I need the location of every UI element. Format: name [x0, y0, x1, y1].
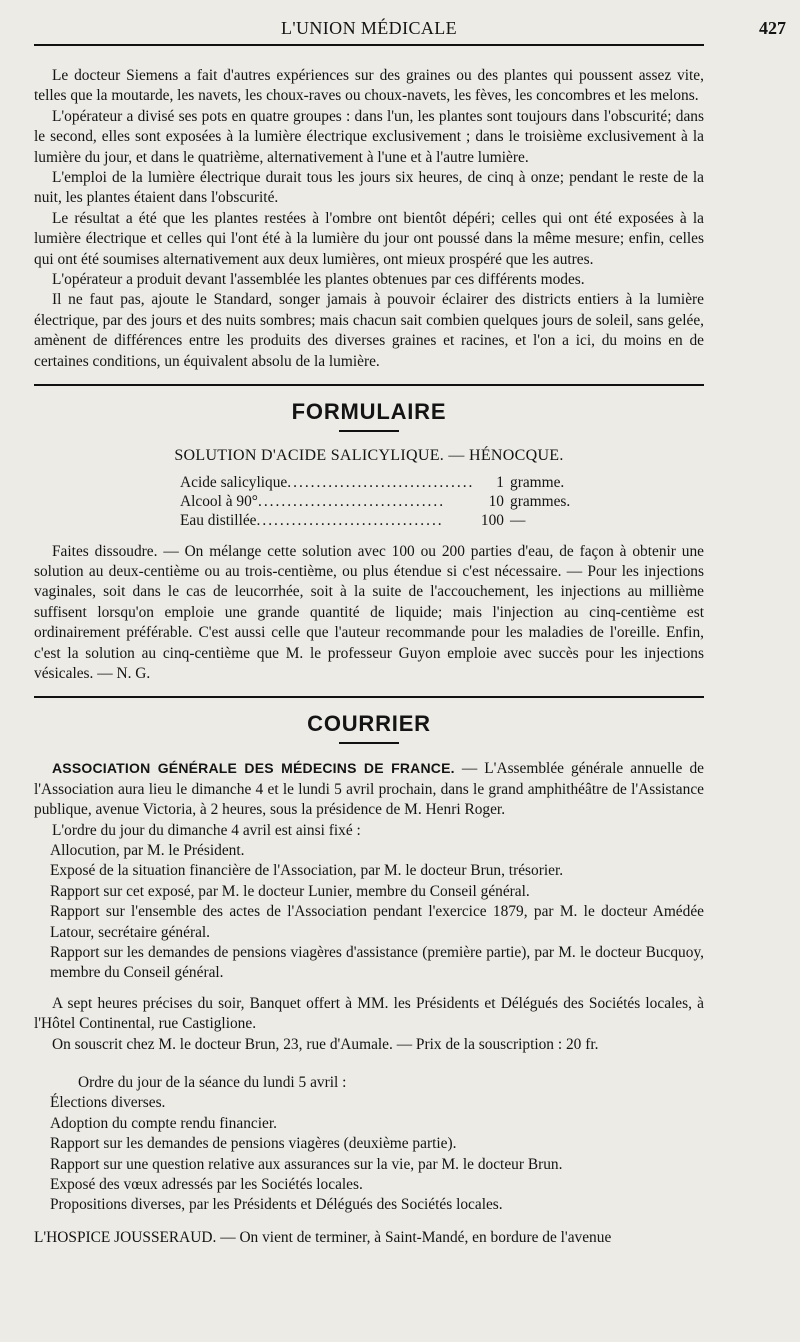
sunday-agenda-item: Rapport sur les demandes de pensions viagères d'assistance (première partie), par M. le docteur Bucquoy, membre du Conseil général.	[50, 944, 704, 982]
ingredient-unit: —	[510, 511, 526, 529]
leader-dots: ................................	[257, 492, 446, 510]
section-divider	[34, 384, 704, 386]
ingredient-table	[180, 473, 600, 530]
association-heading: ASSOCIATION GÉNÉRALE DES MÉDECINS DE FRANCE.	[52, 760, 455, 777]
monday-agenda-item: Rapport sur une question relative aux assurances sur la vie, par M. le docteur Brun.	[50, 1155, 563, 1173]
ingredient-quantity: 100	[480, 511, 504, 529]
page-content	[34, 66, 704, 1248]
leader-dots: ................................	[287, 473, 475, 491]
page-header	[34, 18, 786, 46]
ingredient-name: Acide salicylique................................	[180, 473, 475, 491]
ingredient-row	[180, 511, 600, 530]
monday-agenda-item: Rapport sur les demandes de pensions viagères (deuxième partie).	[50, 1135, 457, 1153]
ingredient-quantity: 10	[488, 492, 504, 510]
ingredient-unit: grammes.	[510, 492, 571, 510]
monday-agenda-item: Adoption du compte rendu financier.	[50, 1114, 277, 1132]
ingredient-row	[180, 473, 600, 492]
leader-dots: ................................	[256, 511, 444, 529]
formulaire-underline	[339, 430, 399, 432]
courrier-underline	[339, 742, 399, 744]
ingredient-name: Eau distillée................................	[180, 511, 444, 529]
journal-title: L'UNION MÉDICALE	[280, 18, 458, 38]
courrier-title: COURRIER	[307, 711, 431, 737]
monday-agenda-item: Exposé des vœux adressés par les Sociétés locales.	[50, 1176, 363, 1194]
association-text: — L'Assemblée générale annuelle de l'Association aura lieu le dimanche 4 et le lundi 5 avril prochain, dans le grand amphithéâtre de l'Assistance publique, avenue Victoria, à 2 heures, sous la présidence de M. Henri Roger.	[34, 760, 704, 819]
sunday-agenda-item: Exposé de la situation financière de l'Association, par M. le docteur Brun, trésorier.	[50, 862, 564, 880]
intro-paragraph-5: L'opérateur a produit devant l'assemblée les plantes obtenues par ces différents modes.	[52, 271, 585, 289]
ingredient-unit: gramme.	[510, 473, 565, 491]
monday-agenda-item: Élections diverses.	[50, 1094, 166, 1112]
subscription-paragraph: On souscrit chez M. le docteur Brun, 23, rue d'Aumale. — Prix de la souscription : 20 fr.	[52, 1035, 599, 1053]
section-divider	[34, 696, 704, 698]
ingredient-name: Alcool à 90°................................	[180, 492, 446, 510]
page-number: 427	[759, 18, 786, 38]
spacer	[34, 984, 704, 994]
monday-agenda-heading: Ordre du jour de la séance du lundi 5 avril :	[78, 1074, 347, 1092]
association-paragraph	[34, 758, 704, 820]
sunday-agenda-heading: L'ordre du jour du dimanche 4 avril est ainsi fixé :	[52, 821, 361, 839]
intro-paragraph-1: Le docteur Siemens a fait d'autres expériences sur des graines ou des plantes qui poussent assez vite, telles que la moutarde, les navets, les choux-raves ou choux-navets, les fèves, les concombres et les melons.	[34, 67, 704, 105]
intro-paragraph-6: Il ne faut pas, ajoute le Standard, songer jamais à pouvoir éclairer des districts entiers à la lumière électrique, par des jours et des nuits sombres; mais chacun sait combien quelques jours de soleil, sans gelée, amènent de différences entre les produits des diverses graines et racines, et l'on a ici, du moins en de certaines conditions, un équivalent absolu de la lumière.	[34, 291, 704, 370]
intro-paragraph-2: L'opérateur a divisé ses pots en quatre groupes : dans l'un, les plantes sont toujours dans l'obscurité; dans le second, elles sont exposées à la lumière électrique exclusivement ; dans le troisième exclusivement à la lumière du jour, et dans le quatrième, alternativement à l'une et à l'autre lumière.	[34, 107, 704, 166]
formulaire-title: FORMULAIRE	[291, 399, 447, 425]
hospice-paragraph-start: L'HOSPICE JOUSSERAUD. — On vient de terminer, à Saint-Mandé, en bordure de l'avenue	[34, 1228, 612, 1246]
intro-paragraph-4: Le résultat a été que les plantes restées à l'ombre ont bientôt dépéri; celles qui ont été exposées à la lumière électrique et celles qui l'ont été à la lumière du jour ont poussé dans la même mesure; enfin, celles qui ont été soumises alternativement aux deux lumières, ont mieux prospéré que les autres.	[34, 209, 704, 268]
formula-subtitle: SOLUTION D'ACIDE SALICYLIQUE. — HÉNOCQUE.	[174, 447, 564, 465]
intro-paragraph-3: L'emploi de la lumière électrique durait tous les jours six heures, de cinq à onze; pendant le reste de la nuit, les plantes étaient dans l'obscurité.	[34, 169, 704, 207]
sunday-agenda-item: Allocution, par M. le Président.	[50, 841, 245, 859]
monday-agenda-item: Propositions diverses, par les Présidents et Délégués des Sociétés locales.	[50, 1196, 503, 1214]
ingredient-quantity: 1	[496, 473, 504, 491]
spacer	[34, 1055, 704, 1073]
formula-instructions: Faites dissoudre. — On mélange cette solution avec 100 ou 200 parties d'eau, de façon à obtenir une solution au deux-centième ou au trois-centième, ou plus étendue si c'est nécessaire. — Pour les injections vaginales, soit dans le cas de leucorrhée, soit à la suite de l'accouchement, les injections au millième suffisent lorsqu'on emploie une grande quantité de liquide; mais l'injection au cinq-centième est ordinairement préférable. C'est aussi celle que l'auteur recommande pour les maladies de l'oreille. Enfin, c'est la solution au cinq-centième que M. le professeur Guyon emploie avec succès pour les injections vésicales. — N. G.	[34, 542, 704, 682]
sunday-agenda-item: Rapport sur l'ensemble des actes de l'Association pendant l'exercice 1879, par M. le docteur Amédée Latour, secrétaire général.	[50, 903, 704, 941]
sunday-agenda-item: Rapport sur cet exposé, par M. le docteur Lunier, membre du Conseil général.	[50, 882, 530, 900]
ingredient-row	[180, 492, 600, 511]
banquet-paragraph: A sept heures précises du soir, Banquet offert à MM. les Présidents et Délégués des Sociétés locales, à l'Hôtel Continental, rue Castiglione.	[34, 994, 704, 1033]
